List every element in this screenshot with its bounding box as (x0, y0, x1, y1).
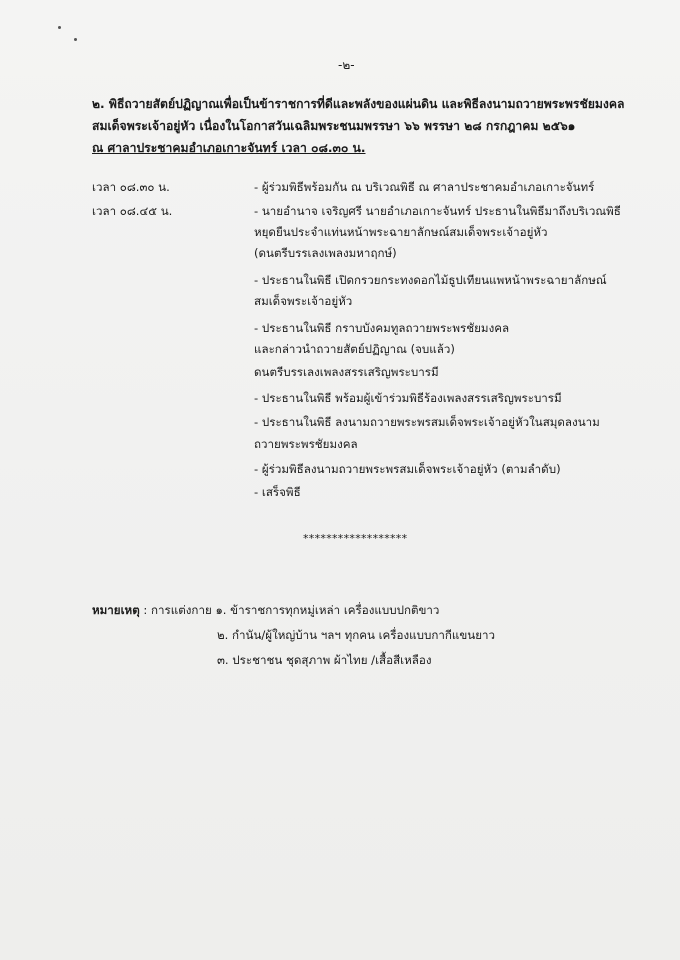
schedule-item: (ดนตรีบรรเลงเพลงมหาฤกษ์) (254, 246, 397, 260)
schedule-item: - ประธานในพิธี กราบบังคมทูลถวายพระพรชัยมงคล (254, 321, 510, 335)
scan-speck (74, 38, 77, 41)
schedule-item: และกล่าวนำถวายสัตย์ปฏิญาณ (จบแล้ว) (254, 342, 455, 356)
schedule-time: เวลา ๐๘.๔๕ น. (92, 204, 173, 218)
schedule-item: ถวายพระพรชัยมงคล (254, 437, 358, 451)
remarks-line-2: ๒. กำนัน/ผู้ใหญ่บ้าน ฯลฯ ทุกคน เครื่องแบบกากีแขนยาว (217, 628, 496, 642)
remarks-line-1 (92, 602, 439, 620)
heading-line-2: สมเด็จพระเจ้าอยู่หัว เนื่องในโอกาสวันเฉลิมพระชนมพรรษา ๖๖ พรรษา ๒๘ กรกฎาคม ๒๕๖๑ (92, 119, 576, 133)
schedule-item: - ประธานในพิธี พร้อมผู้เข้าร่วมพิธีร้องเพลงสรรเสริญพระบารมี (254, 391, 562, 405)
heading-line-1: ๒. พิธีถวายสัตย์ปฏิญาณเพื่อเป็นข้าราชการที่ดีและพลังของแผ่นดิน และพิธีลงนามถวายพระพรชัยมงคล (92, 97, 625, 111)
schedule-item: - ประธานในพิธี ลงนามถวายพระพรสมเด็จพระเจ้าอยู่หัวในสมุดลงนาม (254, 415, 600, 429)
schedule-item: - ประธานในพิธี เปิดกรวยกระทงดอกไม้ธูปเทียนแพหน้าพระฉายาลักษณ์ (254, 273, 607, 287)
schedule-item: ดนตรีบรรเลงเพลงสรรเสริญพระบารมี (254, 365, 439, 379)
remarks-line-3: ๓. ประชาชน ชุดสุภาพ ผ้าไทย /เสื้อสีเหลือง (217, 653, 432, 667)
remarks-text: : การแต่งกาย ๑. ข้าราชการทุกหมู่เหล่า เครื่องแบบปกติขาว (139, 603, 440, 617)
schedule-time: เวลา ๐๘.๓๐ น. (92, 180, 170, 194)
schedule-item: สมเด็จพระเจ้าอยู่หัว (254, 294, 353, 308)
schedule-item: - ผู้ร่วมพิธีลงนามถวายพระพรสมเด็จพระเจ้าอยู่หัว (ตามลำดับ) (254, 462, 561, 476)
heading-line-3: ณ ศาลาประชาคมอำเภอเกาะจันทร์ เวลา ๐๘.๓๐ น. (92, 141, 366, 155)
section-heading (92, 93, 652, 159)
schedule-item: - ผู้ร่วมพิธีพร้อมกัน ณ บริเวณพิธี ณ ศาลาประชาคมอำเภอเกาะจันทร์ (254, 180, 595, 194)
separator-stars: ****************** (303, 532, 408, 545)
schedule-item: - เสร็จพิธี (254, 485, 301, 499)
schedule-item: - นายอำนาจ เจริญศรี นายอำเภอเกาะจันทร์ ประธานในพิธีมาถึงบริเวณพิธี (254, 204, 621, 218)
remarks-label: หมายเหตุ (92, 603, 140, 617)
page-number: -๒- (338, 58, 355, 72)
scan-speck (58, 26, 61, 29)
schedule-item: หยุดยืนประจำแท่นหน้าพระฉายาลักษณ์สมเด็จพระเจ้าอยู่หัว (254, 225, 548, 239)
